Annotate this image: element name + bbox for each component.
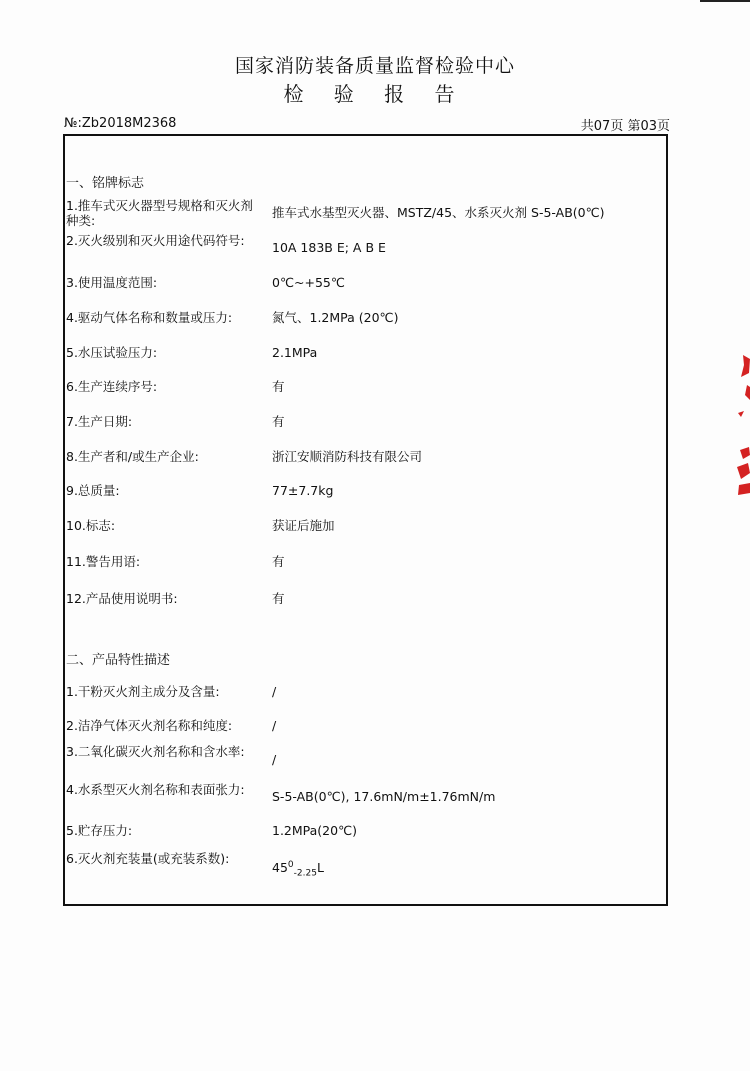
s1-value-5: 2.1MPa (272, 345, 318, 360)
s2-label-1: 1.干粉灭火剂主成分及含量: (66, 684, 220, 699)
fill-amount-lower-tolerance: -2.25 (293, 868, 317, 879)
org-title: 国家消防装备质量监督检验中心 (234, 55, 515, 77)
s1-label-12: 12.产品使用说明书: (66, 591, 178, 606)
s1-value-11: 有 (272, 554, 285, 569)
s2-value-4: S-5-AB(0℃), 17.6mN/m±1.76mN/m (272, 789, 496, 804)
s1-label-10: 10.标志: (66, 518, 116, 533)
fill-amount-main: 45 (272, 860, 288, 876)
fill-amount-upper-tolerance: 0 (287, 860, 294, 870)
s2-label-6: 6.灭火剂充装量(或充装系数): (66, 851, 230, 866)
s1-label-1: 1.推车式灭火器型号规格和灭火剂种类: (66, 198, 253, 228)
doc-title: 检 验 报 告 (283, 82, 467, 106)
s1-value-1: 推车式水基型灭火器、MSTZ/45、水系灭火剂 S-5-AB(0℃) (272, 205, 605, 220)
s1-label-5: 5.水压试验压力: (66, 345, 158, 360)
s1-label-8: 8.生产者和/或生产企业: (66, 449, 199, 464)
s1-label-2: 2.灭火级别和灭火用途代码符号: (66, 233, 245, 248)
s1-label-7: 7.生产日期: (66, 414, 133, 429)
s1-value-9: 77±7.7kg (272, 483, 334, 498)
red-seal-fragment (735, 355, 750, 495)
s2-label-5: 5.贮存压力: (66, 823, 133, 838)
top-edge-line (700, 0, 750, 2)
s1-value-3: 0℃~+55℃ (272, 275, 345, 290)
s2-value-3: / (272, 752, 277, 767)
s2-value-2: / (272, 718, 277, 733)
s2-value-5: 1.2MPa(20℃) (272, 823, 357, 838)
s1-value-2: 10A 183B E; A B E (272, 240, 386, 255)
s1-label-4: 4.驱动气体名称和数量或压力: (66, 310, 233, 325)
section1-title: 一、铭牌标志 (66, 176, 145, 191)
fill-amount-unit: L (316, 860, 324, 876)
s1-value-6: 有 (272, 379, 285, 394)
s1-value-10: 获证后施加 (272, 518, 335, 533)
report-number: №:Zb2018M2368 (64, 116, 177, 131)
page-count: 共07页 第03页 (580, 119, 670, 134)
s2-value-1: / (272, 684, 277, 699)
s1-label-11: 11.警告用语: (66, 554, 141, 569)
s1-value-4: 氮气、1.2MPa (20℃) (272, 310, 399, 325)
s1-label-9: 9.总质量: (66, 483, 120, 498)
s2-label-2: 2.洁净气体灭火剂名称和纯度: (66, 718, 233, 733)
s2-value-6 (272, 858, 324, 882)
s1-value-12: 有 (272, 591, 285, 606)
s1-label-3: 3.使用温度范围: (66, 275, 158, 290)
s1-label-6: 6.生产连续序号: (66, 379, 158, 394)
s1-value-7: 有 (272, 414, 285, 429)
s2-label-4: 4.水系型灭火剂名称和表面张力: (66, 782, 245, 797)
section2-title: 二、产品特性描述 (66, 653, 171, 668)
s2-label-3: 3.二氧化碳灭火剂名称和含水率: (66, 744, 245, 759)
s1-value-8: 浙江安顺消防科技有限公司 (272, 449, 423, 464)
